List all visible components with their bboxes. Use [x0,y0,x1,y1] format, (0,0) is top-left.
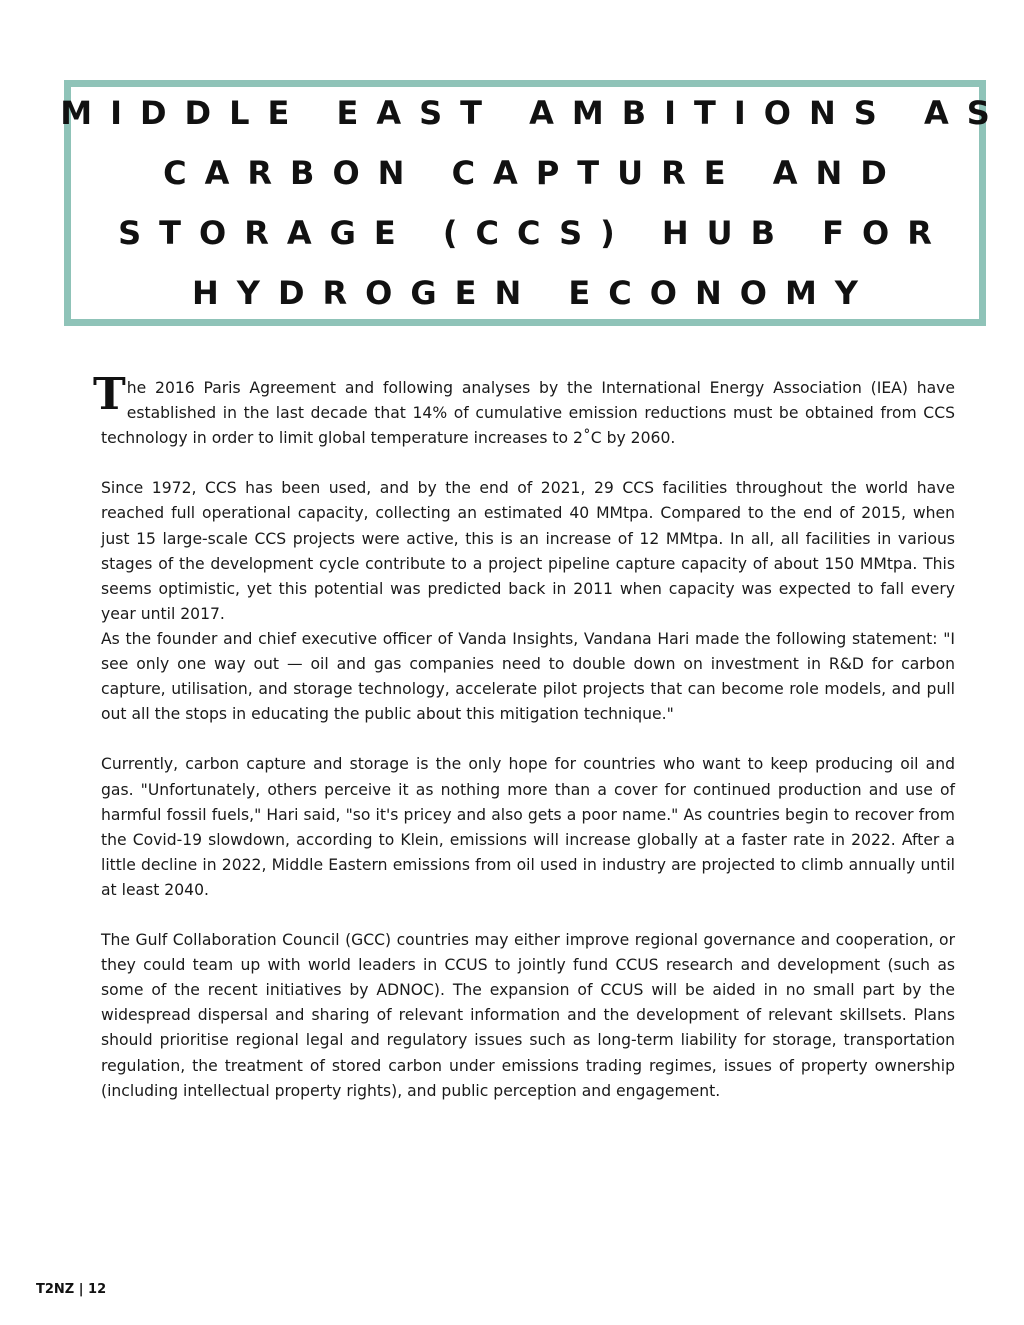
title-box [60,80,1008,326]
paragraph-2: Since 1972, CCS has been used, and by the end of 2021, 29 CCS facilities throughout the world have reached full operational capacity, collecting an estimated 40 MMtpa. Compared to the end of 2015, when just 15 large-scale CCS projects were active, this is an increase of 12 MMtpa. In all, all facilities in various stages of the development cycle contribute to a project pipeline capture capacity of about 150 MMtpa. This seems optimistic, yet this potential was predicted back in 2011 when capacity was expected to fall every year until 2017. [101,479,955,623]
paragraph-1-text: he 2016 Paris Agreement and following analyses by the International Energy Association (IEA) have established in the last decade that 14% of cumulative emission reductions must be obtained from CCS technology in order to limit global temperature increases to 2˚C by 2060. [101,379,955,448]
title-line-3: STORAGE (CCS) HUB FOR [118,214,950,252]
title-line-2: CARBON CAPTURE AND [163,154,905,192]
paragraph-5: The Gulf Collaboration Council (GCC) countries may either improve regional governance and cooperation, or they could team up with world leaders in CCUS to jointly fund CCUS research and development (such as some of the recent initiatives by ADNOC). The expansion of CCUS will be aided in no small part by the widespread dispersal and sharing of relevant information and the development of relevant skillsets. Plans should prioritise regional legal and regulatory issues such as long-term liability for storage, transportation regulation, the treatment of stored carbon under emissions trading regimes, issues of property ownership (including intellectual property rights), and public perception and engagement. [101,931,955,1100]
drop-cap: T [93,369,126,420]
title-line-4: HYDROGEN ECONOMY [192,274,876,312]
paragraph-4: Currently, carbon capture and storage is the only hope for countries who want to keep producing oil and gas. "Unfortunately, others perceive it as nothing more than a cover for continued production and use of harmful fossil fuels," Hari said, "so it's pricey and also gets a poor name." As countries begin to recover from the Covid-19 slowdown, according to Klein, emissions will increase globally at a faster rate in 2022. After a little decline in 2022, Middle Eastern emissions from oil used in industry are projected to climb annually until at least 2040. [101,755,955,899]
paragraph-1 [93,369,955,451]
page-footer: T2NZ | 12 [36,1282,107,1297]
paragraph-3: As the founder and chief executive officer of Vanda Insights, Vandana Hari made the following statement: "I see only one way out — oil and gas companies need to double down on investment in R&D for carbon capture, utilisation, and storage technology, accelerate pilot projects that can become role models, and pull out all the stops in educating the public about this mitigation technique." [101,629,955,724]
title-line-1: MIDDLE EAST AMBITIONS AS [60,94,1008,132]
article-body [93,369,955,1104]
